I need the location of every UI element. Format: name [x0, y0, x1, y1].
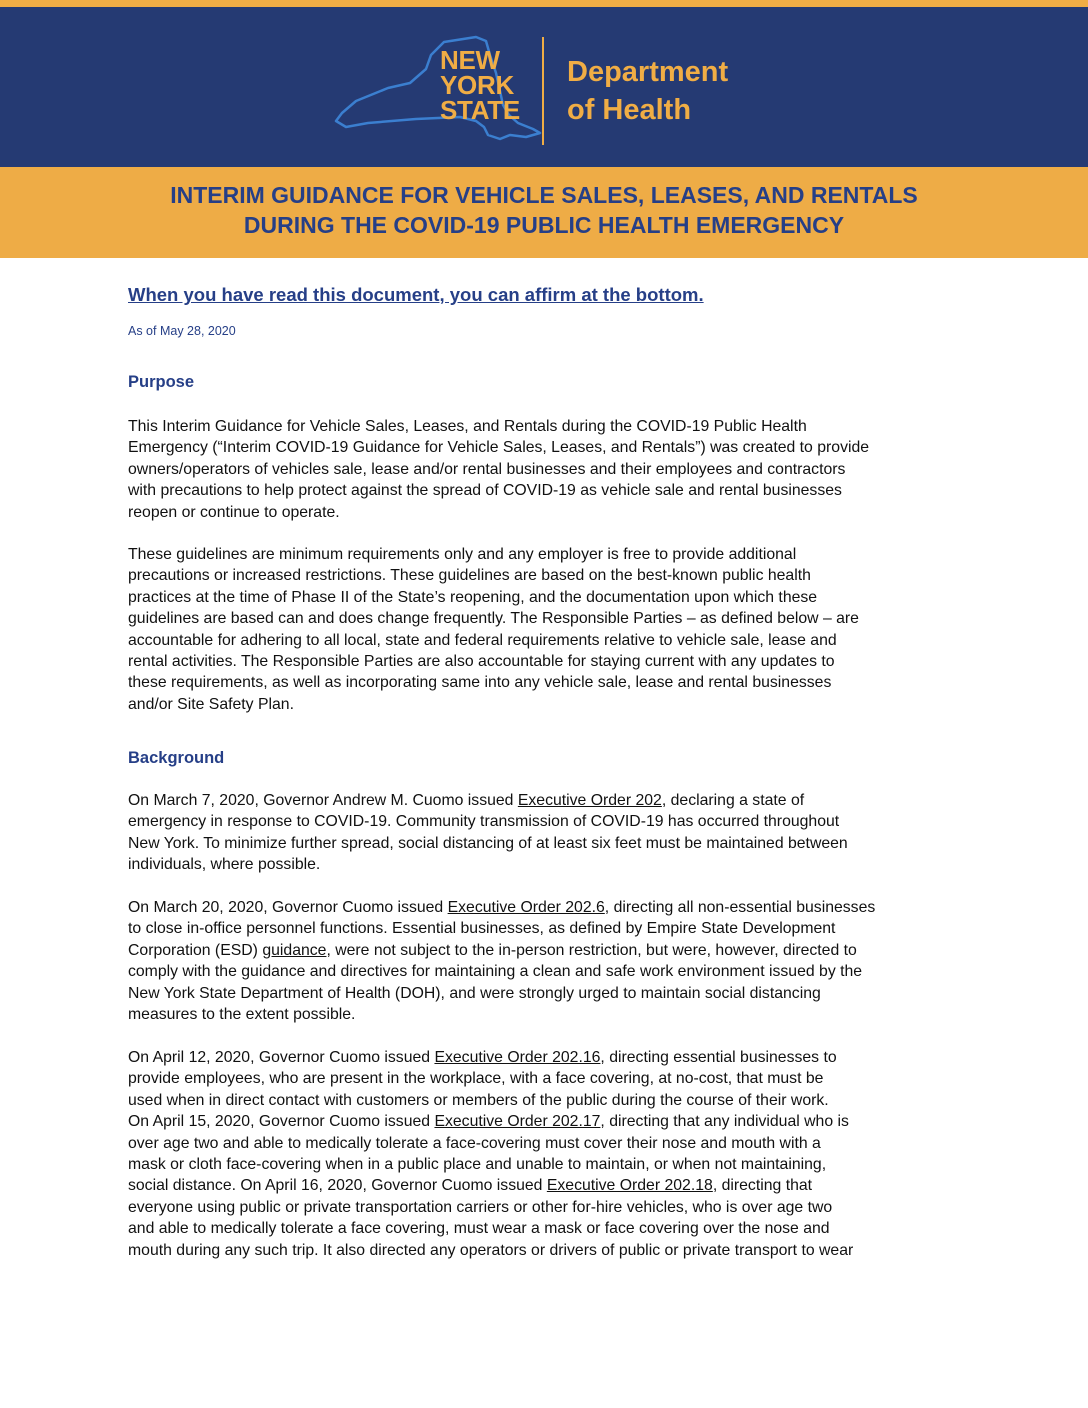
- executive-order-202-16-link[interactable]: Executive Order 202.16: [434, 1049, 601, 1066]
- text-line: New York. To minimize further spread, social distancing of at least six feet must be maintained between: [128, 834, 848, 852]
- department-line-2: of Health: [567, 94, 692, 126]
- document-title-line-1: INTERIM GUIDANCE FOR VEHICLE SALES, LEASES, AND RENTALS: [170, 182, 918, 208]
- text-line: individuals, where possible.: [128, 856, 321, 874]
- executive-order-202-17-link[interactable]: Executive Order 202.17: [434, 1113, 601, 1131]
- department-name: [567, 53, 728, 129]
- text-line: Emergency (“Interim COVID-19 Guidance for Vehicle Sales, Leases, and Rentals”) was created to provide: [128, 439, 870, 457]
- text-line: with precautions to help protect against the spread of COVID-19 as vehicle sale and rental businesses: [128, 482, 842, 500]
- text-line: mask or cloth face-covering when in a public place and unable to maintain, or when not maintaining,: [128, 1156, 827, 1174]
- purpose-paragraph-1: [128, 416, 968, 523]
- text-run: , directing all non-essential businesses: [604, 899, 876, 916]
- text-run: On April 12, 2020, Governor Cuomo issued: [128, 1049, 435, 1066]
- as-of-date: As of May 28, 2020: [128, 324, 236, 338]
- logo-word-state: STATE: [440, 95, 520, 125]
- text-line: these requirements, as well as incorporating same into any vehicle sale, lease and rental businesses: [128, 674, 832, 692]
- text-line: precautions or increased restrictions. These guidelines are based on the best-known public health: [128, 567, 811, 585]
- department-line-1: Department: [567, 56, 729, 88]
- logo-divider: [542, 37, 544, 145]
- text-run: social distance. On April 16, 2020, Governor Cuomo issued: [128, 1177, 547, 1195]
- affirm-link[interactable]: When you have read this document, you can affirm at the bottom.: [128, 284, 704, 305]
- nys-wordmark: [440, 45, 520, 125]
- text-line: emergency in response to COVID-19. Community transmission of COVID-19 has occurred throughout: [128, 813, 840, 831]
- text-line: over age two and able to medically tolerate a face-covering must cover their nose and mouth with a: [128, 1134, 821, 1152]
- background-paragraph-1: [128, 790, 968, 876]
- text-line: and/or Site Safety Plan.: [128, 695, 294, 713]
- text-run: , directing that: [712, 1177, 813, 1195]
- background-heading: Background: [128, 749, 225, 767]
- text-line: everyone using public or private transportation carriers or other for-hire vehicles, who is over age two: [128, 1198, 833, 1216]
- text-line: rental activities. The Responsible Parties are also accountable for staying current with any updates to: [128, 653, 835, 671]
- background-paragraph-3: [128, 1047, 968, 1261]
- text-run: , directing essential businesses to: [600, 1049, 837, 1066]
- purpose-heading: Purpose: [128, 373, 195, 391]
- text-line: reopen or continue to operate.: [128, 503, 340, 521]
- text-line: [128, 1175, 968, 1196]
- text-run: Corporation (ESD): [128, 941, 263, 959]
- logo-word-new: NEW: [440, 45, 500, 75]
- text-run: On March 7, 2020, Governor Andrew M. Cuomo issued: [128, 792, 518, 809]
- document-body: [128, 284, 968, 1259]
- executive-order-202-18-link[interactable]: Executive Order 202.18: [546, 1177, 713, 1195]
- text-line: [128, 940, 968, 961]
- document-title-band: [0, 167, 1088, 258]
- executive-order-202-link[interactable]: Executive Order 202: [517, 792, 662, 809]
- purpose-paragraph-2: [128, 544, 968, 715]
- executive-order-202-6-link[interactable]: Executive Order 202.6: [447, 899, 605, 916]
- esd-guidance-link[interactable]: guidance: [262, 941, 327, 959]
- text-line: provide employees, who are present in the workplace, with a face covering, at no-cost, that must be: [128, 1070, 824, 1088]
- text-run: , declaring a state of: [661, 792, 805, 809]
- text-line: guidelines are based can and does change frequently. The Responsible Parties – as defined below – are: [128, 610, 859, 628]
- text-line: to close in-office personnel functions. Essential businesses, as defined by Empire State Development: [128, 920, 836, 938]
- text-line: These guidelines are minimum requirements only and any employer is free to provide additional: [128, 546, 797, 563]
- text-line: used when in direct contact with customers or members of the public during the course of their work.: [128, 1091, 829, 1109]
- text-line: This Interim Guidance for Vehicle Sales, Leases, and Rentals during the COVID-19 Public Health: [128, 418, 807, 435]
- text-line: and able to medically tolerate a face covering, must wear a mask or face covering over the nose and: [128, 1220, 830, 1238]
- text-run: On March 20, 2020, Governor Cuomo issued: [128, 899, 448, 916]
- header-banner: [0, 7, 1088, 167]
- text-line: owners/operators of vehicles sale, lease and/or rental businesses and their employees and contractors: [128, 460, 846, 478]
- text-line: [128, 790, 968, 811]
- text-line: [128, 1111, 968, 1132]
- logo-word-york: YORK: [440, 70, 514, 100]
- text-line: [128, 897, 968, 918]
- text-run: On April 15, 2020, Governor Cuomo issued: [128, 1113, 435, 1131]
- text-line: mouth during any such trip. It also directed any operators or drivers of public or private transport to wear: [128, 1241, 854, 1259]
- top-accent-strip: [0, 0, 1088, 7]
- text-line: practices at the time of Phase II of the State’s reopening, and the documentation upon which these: [128, 588, 818, 606]
- text-line: [128, 1047, 968, 1068]
- text-line: New York State Department of Health (DOH), and were strongly urged to maintain social distancing: [128, 984, 821, 1002]
- text-run: , directing that any individual who is: [600, 1113, 849, 1131]
- text-line: comply with the guidance and directives for maintaining a clean and safe work environment issued by the: [128, 963, 863, 981]
- text-run: , were not subject to the in-person restriction, but were, however, directed to: [326, 941, 857, 959]
- text-line: measures to the extent possible.: [128, 1006, 356, 1024]
- background-paragraph-2: [128, 897, 968, 1025]
- text-line: accountable for adhering to all local, state and federal requirements relative to vehicle sale, lease and: [128, 631, 837, 649]
- document-title-line-2: DURING THE COVID-19 PUBLIC HEALTH EMERGENCY: [243, 212, 845, 238]
